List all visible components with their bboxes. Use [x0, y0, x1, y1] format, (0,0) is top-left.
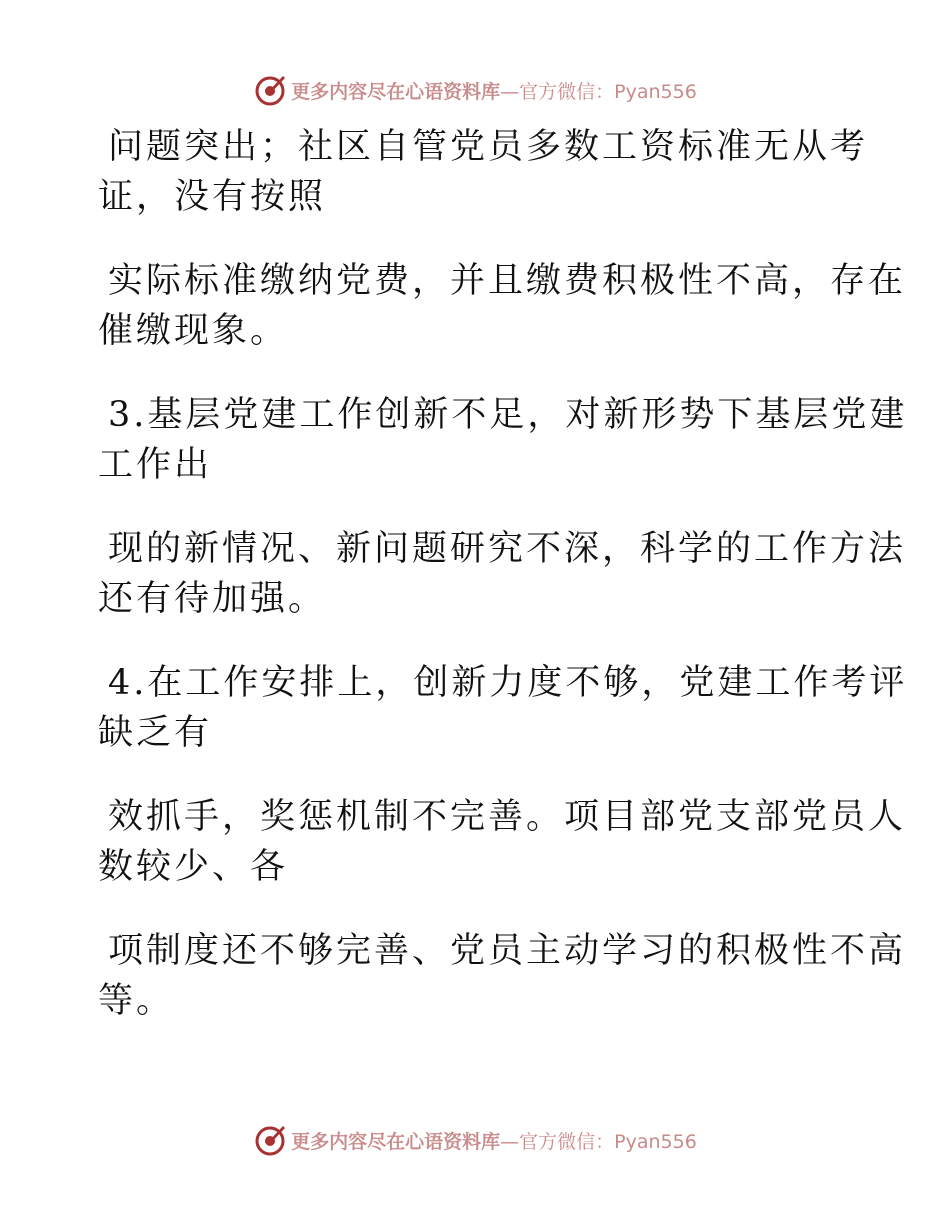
footer-banner [0, 1120, 950, 1160]
paragraph-2 [98, 256, 907, 356]
pen-logo-icon [253, 73, 287, 107]
paragraph-line: 工作出 [98, 445, 213, 485]
paragraph-line: 项制度还不够完善、党员主动学习的积极性不高 [108, 931, 907, 971]
paragraph-line: 3.基层党建工作创新不足，对新形势下基层党建 [108, 395, 908, 435]
paragraph-line: 实际标准缴纳党费，并且缴费积极性不高，存在 [108, 261, 907, 301]
document-body [98, 122, 908, 1060]
paragraph-line: 还有待加强。 [98, 579, 327, 619]
paragraph-line: 缺乏有 [98, 713, 213, 753]
paragraph-line: 数较少、各 [98, 847, 289, 887]
paragraph-7 [98, 926, 907, 1026]
paragraph-line: 催缴现象。 [98, 311, 289, 351]
paragraph-5 [98, 658, 908, 758]
banner-main-text: 更多内容尽在心语资料库 [291, 1130, 501, 1153]
pen-logo-icon [253, 1123, 287, 1157]
paragraph-line: 现的新情况、新问题研究不深，科学的工作方法 [108, 529, 907, 569]
paragraph-line: 效抓手，奖惩机制不完善。项目部党支部党员人 [108, 797, 907, 837]
paragraph-line: 问题突出；社区自管党员多数工资标准无从考 [108, 127, 869, 167]
header-banner [0, 70, 950, 110]
paragraph-line: 4.在工作安排上，创新力度不够，党建工作考评 [108, 663, 908, 703]
banner-sub-text: —官方微信：Pyan556 [500, 80, 697, 103]
banner-main-text: 更多内容尽在心语资料库 [291, 80, 501, 103]
paragraph-6 [98, 792, 907, 892]
banner-sub-text: —官方微信：Pyan556 [500, 1130, 697, 1153]
paragraph-3 [98, 390, 908, 490]
paragraph-4 [98, 524, 907, 624]
paragraph-line: 等。 [98, 981, 175, 1021]
paragraph-1 [98, 122, 869, 222]
paragraph-line: 证，没有按照 [98, 177, 327, 217]
